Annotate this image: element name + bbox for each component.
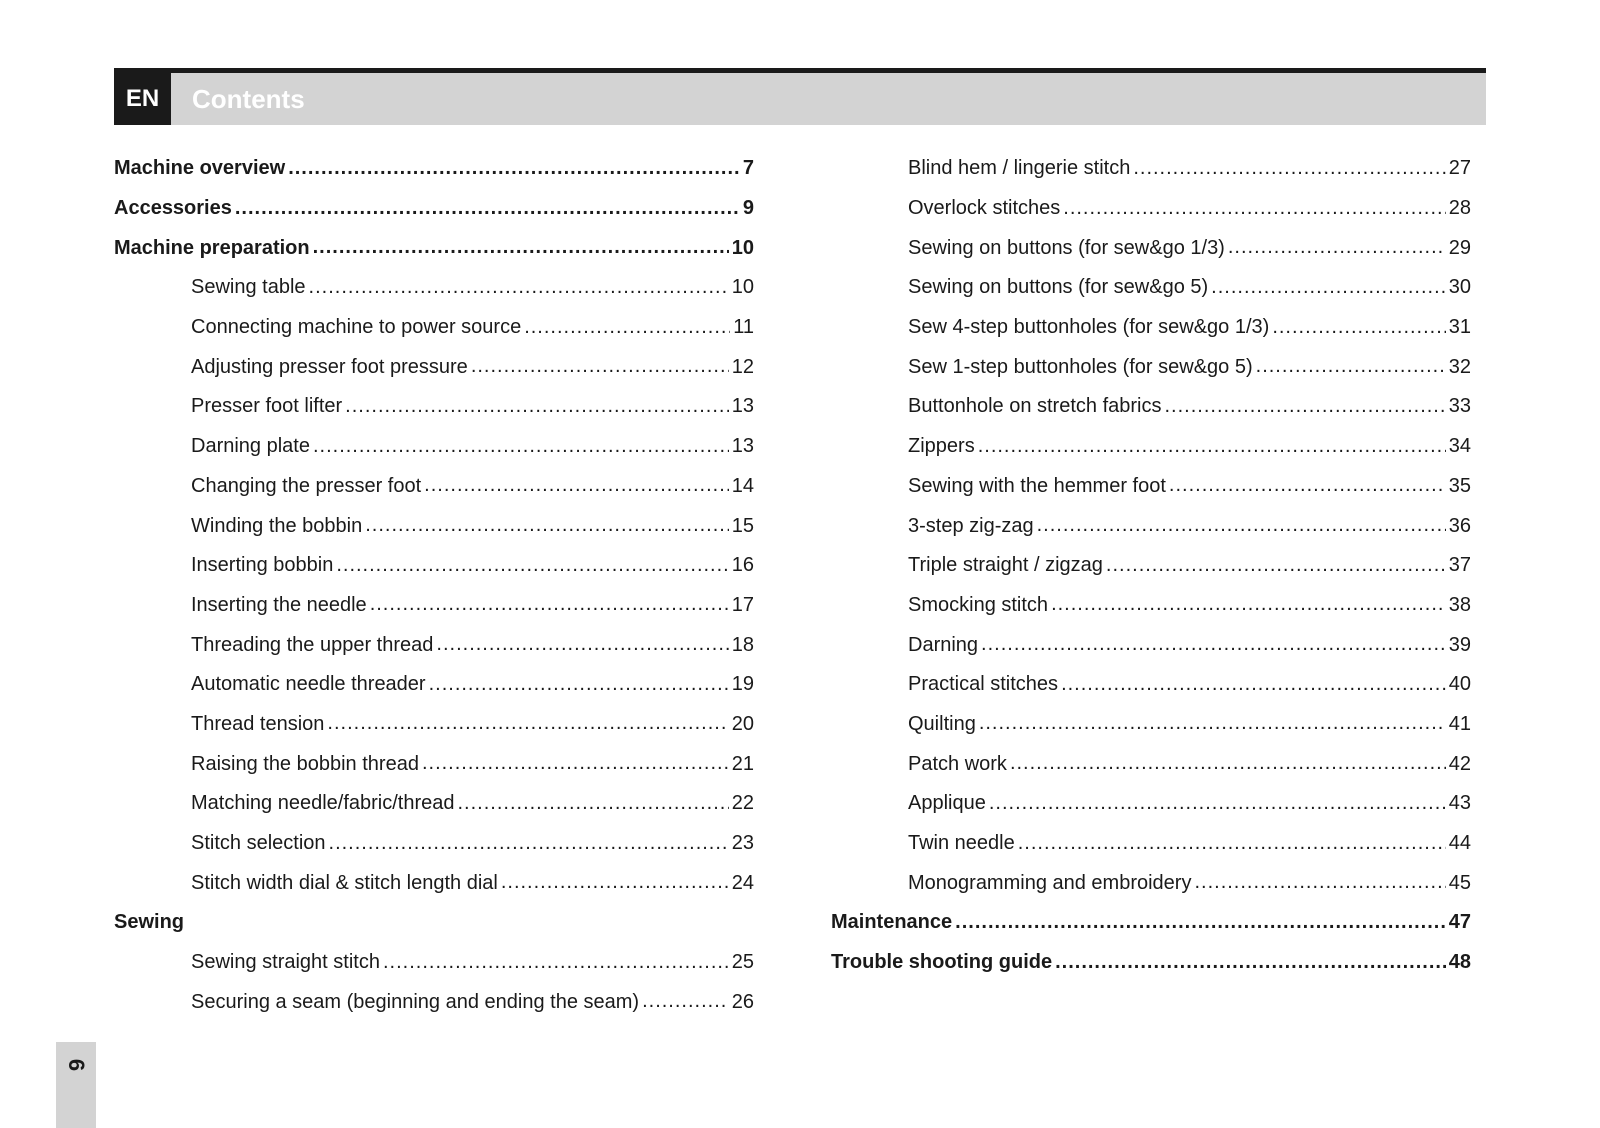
toc-entry[interactable] xyxy=(831,506,1471,546)
toc-entry[interactable] xyxy=(114,268,754,308)
toc-entry-title: Darning plate xyxy=(191,435,310,458)
toc-entry-page: 12 xyxy=(731,355,754,378)
toc-entry[interactable] xyxy=(114,228,754,268)
toc-entry-title: Accessories xyxy=(114,197,232,220)
toc-entry-title: Quilting xyxy=(908,712,976,735)
toc-entry-page: 37 xyxy=(1448,554,1471,577)
toc-entry[interactable] xyxy=(114,427,754,467)
toc-entry-page: 30 xyxy=(1448,276,1471,299)
toc-entry[interactable] xyxy=(114,824,754,864)
toc-entry-title: Machine overview xyxy=(114,157,286,180)
toc-entry-page: 10 xyxy=(731,236,754,259)
toc-entry[interactable] xyxy=(831,467,1471,507)
toc-entry[interactable] xyxy=(831,387,1471,427)
toc-entry-title: Presser foot lifter xyxy=(191,395,343,418)
toc-entry-page: 16 xyxy=(731,554,754,577)
toc-entry-page: 41 xyxy=(1448,712,1471,735)
toc-entry-title: Inserting the needle xyxy=(191,593,367,616)
dot-leader xyxy=(436,633,728,657)
toc-entry-page: 24 xyxy=(731,871,754,894)
dot-leader xyxy=(1256,355,1446,379)
toc-entry-page: 31 xyxy=(1448,316,1471,339)
dot-leader xyxy=(336,554,728,578)
toc-entry-title: Blind hem / lingerie stitch xyxy=(908,157,1131,180)
dot-leader xyxy=(313,236,729,260)
toc-entry-page: 22 xyxy=(731,792,754,815)
dot-leader xyxy=(1061,673,1446,697)
dot-leader xyxy=(309,276,729,300)
toc-entry-page: 20 xyxy=(731,712,754,735)
dot-leader xyxy=(327,712,728,736)
toc-entry-page: 28 xyxy=(1448,197,1471,220)
toc-entry-title: Changing the presser foot xyxy=(191,474,422,497)
dot-leader xyxy=(235,197,740,221)
toc-entry[interactable] xyxy=(831,903,1471,943)
toc-entry-title: Stitch width dial & stitch length dial xyxy=(191,871,498,894)
dot-leader xyxy=(313,435,729,459)
toc-entry-title: Smocking stitch xyxy=(908,593,1049,616)
toc-entry-title: Sewing table xyxy=(191,276,306,299)
dot-leader xyxy=(383,951,729,975)
toc-entry[interactable] xyxy=(831,189,1471,229)
dot-leader xyxy=(1169,474,1446,498)
toc-entry[interactable] xyxy=(114,943,754,983)
toc-entry[interactable] xyxy=(831,308,1471,348)
toc-entry-title: Triple straight / zigzag xyxy=(908,554,1103,577)
toc-entry[interactable] xyxy=(831,863,1471,903)
toc-entry-page: 40 xyxy=(1448,673,1471,696)
dot-leader xyxy=(370,593,729,617)
toc-entry-title: Overlock stitches xyxy=(908,197,1061,220)
toc-entry-page: 26 xyxy=(731,990,754,1013)
toc-entry-page: 9 xyxy=(742,197,754,220)
toc-entry[interactable] xyxy=(831,705,1471,745)
dot-leader xyxy=(1272,316,1445,340)
toc-entry-title: Securing a seam (beginning and ending the seam) xyxy=(191,990,640,1013)
dot-leader xyxy=(329,832,729,856)
dot-leader xyxy=(471,355,729,379)
toc-entry-page: 11 xyxy=(733,316,754,339)
toc-entry-page: 42 xyxy=(1448,752,1471,775)
contents-header xyxy=(114,68,1486,125)
toc-right-column xyxy=(831,149,1471,982)
dot-leader xyxy=(1194,871,1445,895)
toc-entry[interactable] xyxy=(114,347,754,387)
toc-entry-title: Monogramming and embroidery xyxy=(908,871,1192,894)
toc-entry-page: 45 xyxy=(1448,871,1471,894)
toc-entry-title: Machine preparation xyxy=(114,236,310,259)
toc-left-column xyxy=(114,149,754,1022)
dot-leader xyxy=(422,752,729,776)
toc-entry-title: Maintenance xyxy=(831,911,953,934)
dot-leader xyxy=(1063,197,1445,221)
toc-entry[interactable] xyxy=(831,149,1471,189)
dot-leader xyxy=(989,792,1446,816)
toc-entry[interactable] xyxy=(114,625,754,665)
toc-entry-page: 48 xyxy=(1448,951,1471,974)
toc-entry-title: Sew 4-step buttonholes (for sew&go 1/3) xyxy=(908,316,1270,339)
toc-entry-page: 15 xyxy=(731,514,754,537)
toc-entry-page: 13 xyxy=(731,395,754,418)
toc-entry-page: 10 xyxy=(731,276,754,299)
toc-entry[interactable] xyxy=(831,665,1471,705)
toc-entry-page: 36 xyxy=(1448,514,1471,537)
dot-leader xyxy=(1228,236,1446,260)
toc-entry[interactable] xyxy=(114,982,754,1022)
dot-leader xyxy=(524,316,730,340)
toc-entry[interactable] xyxy=(831,625,1471,665)
toc-entry[interactable] xyxy=(831,586,1471,626)
dot-leader xyxy=(1106,554,1446,578)
toc-entry-title: Zippers xyxy=(908,435,975,458)
toc-entry[interactable] xyxy=(831,824,1471,864)
toc-entry[interactable] xyxy=(831,228,1471,268)
toc-entry-title: Winding the bobbin xyxy=(191,514,363,537)
dot-leader xyxy=(365,514,729,538)
dot-leader xyxy=(1051,593,1446,617)
dot-leader xyxy=(1010,752,1446,776)
toc-entry-title: Stitch selection xyxy=(191,832,326,855)
toc-entry[interactable] xyxy=(831,546,1471,586)
toc-entry-page: 21 xyxy=(731,752,754,775)
toc-entry-title: Inserting bobbin xyxy=(191,554,334,577)
toc-entry-title: Trouble shooting guide xyxy=(831,951,1053,974)
toc-entry-page: 29 xyxy=(1448,236,1471,259)
dot-leader xyxy=(978,435,1446,459)
toc-entry-title: Connecting machine to power source xyxy=(191,316,522,339)
toc-entry-title: Sewing straight stitch xyxy=(191,951,380,974)
dot-leader xyxy=(288,157,740,181)
toc-entry-title: Sewing with the hemmer foot xyxy=(908,474,1166,497)
toc-entry[interactable] xyxy=(114,863,754,903)
page-number: 6 xyxy=(64,1058,89,1072)
toc-entry-page: 14 xyxy=(731,474,754,497)
toc-entry-page: 32 xyxy=(1448,355,1471,378)
toc-entry-page: 19 xyxy=(731,673,754,696)
toc-entry-title: Patch work xyxy=(908,752,1007,775)
toc-entry-title: Darning xyxy=(908,633,979,656)
toc-entry-page: 17 xyxy=(731,593,754,616)
toc-entry-title: 3-step zig-zag xyxy=(908,514,1034,537)
dot-leader xyxy=(1018,832,1446,856)
toc-entry[interactable] xyxy=(114,586,754,626)
dot-leader xyxy=(642,990,729,1014)
toc-entry[interactable] xyxy=(114,149,754,189)
dot-leader xyxy=(345,395,729,419)
toc-entry-title: Practical stitches xyxy=(908,673,1059,696)
toc-entry[interactable] xyxy=(114,903,754,943)
toc-entry-page: 47 xyxy=(1448,911,1471,934)
toc-entry-title: Threading the upper thread xyxy=(191,633,434,656)
page-title: Contents xyxy=(192,84,305,114)
toc-entry-page: 25 xyxy=(731,951,754,974)
toc-entry-title: Twin needle xyxy=(908,832,1015,855)
toc-entry-title: Sewing xyxy=(114,911,185,934)
toc-entry-title: Automatic needle threader xyxy=(191,673,426,696)
toc-entry-page: 23 xyxy=(731,832,754,855)
toc-entry-title: Thread tension xyxy=(191,712,325,735)
dot-leader xyxy=(1055,951,1446,975)
toc-entry[interactable] xyxy=(114,308,754,348)
toc-entry-page: 35 xyxy=(1448,474,1471,497)
toc-entry-title: Sewing on buttons (for sew&go 5) xyxy=(908,276,1209,299)
toc-entry[interactable] xyxy=(831,784,1471,824)
dot-leader xyxy=(979,712,1446,736)
toc-entry-title: Matching needle/fabric/thread xyxy=(191,792,455,815)
dot-leader xyxy=(424,474,729,498)
dot-leader xyxy=(1133,157,1445,181)
toc-entry-page: 38 xyxy=(1448,593,1471,616)
dot-leader xyxy=(1037,514,1446,538)
toc-entry-title: Sewing on buttons (for sew&go 1/3) xyxy=(908,236,1225,259)
toc-entry-title: Raising the bobbin thread xyxy=(191,752,419,775)
toc-entry[interactable] xyxy=(114,387,754,427)
toc-entry-title: Adjusting presser foot pressure xyxy=(191,355,468,378)
dot-leader xyxy=(981,633,1446,657)
toc-entry-page: 34 xyxy=(1448,435,1471,458)
toc-entry-page: 13 xyxy=(731,435,754,458)
dot-leader xyxy=(1164,395,1445,419)
toc-entry-page: 27 xyxy=(1448,157,1471,180)
toc-entry-page: 43 xyxy=(1448,792,1471,815)
dot-leader xyxy=(501,871,729,895)
toc-entry-title: Sew 1-step buttonholes (for sew&go 5) xyxy=(908,355,1253,378)
toc-entry-page: 39 xyxy=(1448,633,1471,656)
toc-entry-title: Buttonhole on stretch fabrics xyxy=(908,395,1162,418)
toc-entry[interactable] xyxy=(114,665,754,705)
toc-entry[interactable] xyxy=(831,268,1471,308)
toc-entry[interactable] xyxy=(831,744,1471,784)
toc-entry-page: 44 xyxy=(1448,832,1471,855)
dot-leader xyxy=(429,673,729,697)
language-badge: EN xyxy=(114,73,171,125)
toc-entry[interactable] xyxy=(831,943,1471,983)
toc-entry-page: 18 xyxy=(731,633,754,656)
toc-entry[interactable] xyxy=(114,506,754,546)
page-number-tab xyxy=(56,1042,96,1128)
dot-leader xyxy=(458,792,729,816)
toc-entry[interactable] xyxy=(831,347,1471,387)
dot-leader xyxy=(955,911,1446,935)
toc-entry-page: 33 xyxy=(1448,395,1471,418)
toc-entry[interactable] xyxy=(114,467,754,507)
toc-entry[interactable] xyxy=(114,784,754,824)
toc-entry[interactable] xyxy=(114,546,754,586)
toc-entry-page: 7 xyxy=(742,157,754,180)
toc-entry[interactable] xyxy=(114,744,754,784)
dot-leader xyxy=(1211,276,1446,300)
toc-entry[interactable] xyxy=(114,705,754,745)
toc-entry[interactable] xyxy=(831,427,1471,467)
toc-entry[interactable] xyxy=(114,189,754,229)
toc-entry-title: Applique xyxy=(908,792,986,815)
